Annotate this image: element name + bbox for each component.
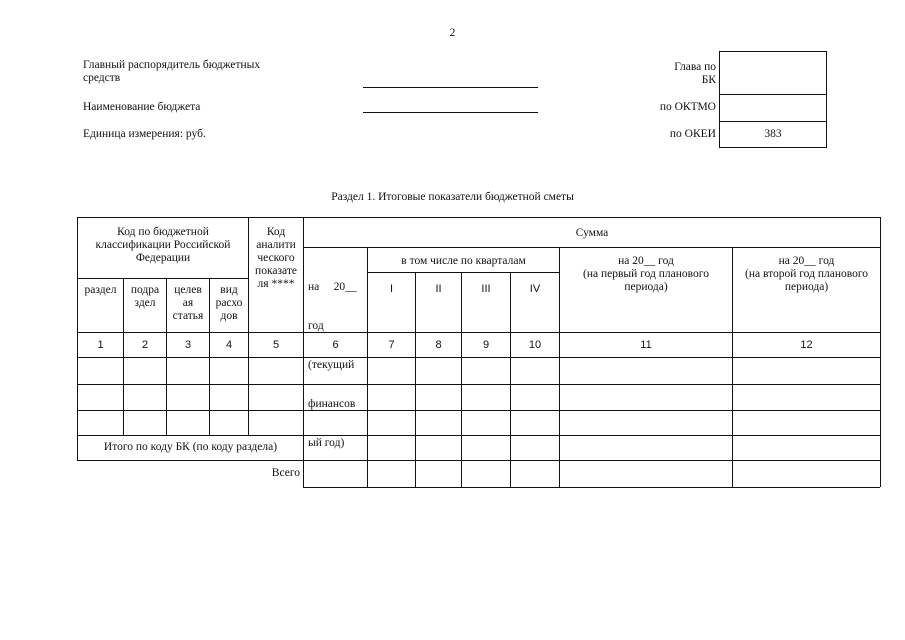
analytic-header-line: ческого — [257, 252, 295, 264]
col-number: 12 — [800, 339, 813, 351]
okei-label: по ОКЕИ — [669, 128, 716, 140]
current-year-line: ый год) — [308, 437, 345, 449]
col-number: 11 — [640, 339, 652, 351]
col-number: 9 — [482, 339, 490, 351]
target-article-line: статья — [172, 310, 204, 322]
plan2-line: на 20__ год — [778, 255, 835, 267]
okei-value[interactable]: 383 — [764, 128, 782, 140]
razdel-header — [78, 284, 123, 297]
codes-box-divider-1 — [719, 94, 827, 95]
header-bottom-border — [77, 332, 880, 333]
current-year-line: на 20__ — [308, 281, 357, 293]
analytic-header-line: показате — [255, 265, 297, 277]
distributor-fill-line[interactable] — [363, 87, 538, 88]
target-article-line: целев — [174, 284, 202, 296]
quarter-4-header: IV — [529, 283, 541, 295]
grand-total-label: Всего — [271, 467, 300, 479]
total-row-bottom — [77, 460, 880, 461]
plan1-line: периода) — [624, 281, 668, 293]
analytic-header-line: ля **** — [257, 278, 295, 290]
glava-bk-label-line1: Глава по — [674, 61, 716, 73]
row-3-bottom — [77, 435, 880, 436]
plan-year-1-header — [560, 255, 732, 294]
row-1-bottom — [77, 384, 880, 385]
current-year-line: финансов — [308, 398, 356, 410]
col-number: 2 — [141, 339, 149, 351]
expense-type-header — [210, 284, 248, 323]
col-border-12 — [880, 217, 881, 487]
podrazdel-line: подра — [130, 284, 160, 296]
row-2-bottom — [77, 410, 880, 411]
glava-bk-label — [640, 61, 716, 87]
budget-name-label: Наименование бюджета — [83, 101, 201, 113]
quarters-subheader-border — [367, 272, 559, 273]
expense-type-line: дов — [220, 310, 238, 322]
col-number: 4 — [225, 339, 233, 351]
current-year-line: (текущий — [308, 359, 355, 371]
podrazdel-header — [124, 284, 166, 310]
plan1-line: (на первый год планового — [583, 268, 709, 280]
glava-bk-label-line2: БК — [701, 74, 716, 86]
quarter-2-header: II — [435, 283, 442, 295]
unit-label: Единица измерения: руб. — [83, 128, 206, 140]
page-number: 2 — [449, 27, 456, 39]
analytic-header-line: аналити — [256, 239, 296, 251]
analytic-code-header — [249, 226, 303, 291]
quarter-1-header: I — [389, 283, 394, 295]
kbk-subheader-border — [77, 278, 248, 279]
col-number: 3 — [184, 339, 192, 351]
codes-box-divider-2 — [719, 121, 827, 122]
plan2-line: периода) — [784, 281, 829, 293]
plan1-line: на 20__ год — [618, 255, 674, 267]
podrazdel-line: здел — [134, 297, 156, 309]
col-number: 1 — [97, 339, 104, 351]
plan2-line: (на второй год планового — [744, 268, 869, 280]
oktmo-label: по ОКТМО — [659, 101, 716, 113]
kbk-group-header — [78, 226, 248, 265]
analytic-header-line: Код — [266, 226, 286, 238]
col-number: 7 — [388, 339, 395, 351]
total-by-code-label: Итого по коду БК (по коду раздела) — [103, 441, 278, 453]
quarter-3-header: III — [481, 283, 491, 295]
sum-header: Сумма — [575, 227, 609, 239]
sum-subheader-border — [303, 247, 880, 248]
col-number: 6 — [332, 339, 339, 351]
kbk-header-line: классификации Российской — [95, 239, 231, 251]
col-border-8 — [461, 272, 462, 487]
budget-name-fill-line[interactable] — [363, 112, 538, 113]
current-year-line: год — [308, 320, 324, 332]
kbk-header-line: Федерации — [135, 252, 191, 264]
expense-type-line: расхо — [215, 297, 243, 309]
section-title: Раздел 1. Итоговые показатели бюджетной сметы — [331, 191, 574, 203]
col-number: 5 — [272, 339, 280, 351]
col-border-5 — [303, 217, 304, 487]
target-article-line: ая — [182, 297, 194, 309]
grand-total-bottom — [303, 487, 880, 488]
distributor-label-line1: Главный распорядитель бюджетных — [83, 59, 261, 71]
numbers-row-bottom — [77, 357, 880, 358]
expense-type-line: вид — [220, 284, 238, 296]
plan-year-2-header — [733, 255, 880, 294]
distributor-label-line2: средств — [83, 72, 121, 84]
col-border-9 — [510, 272, 511, 487]
razdel-line: раздел — [84, 284, 117, 296]
kbk-header-line: Код по бюджетной — [117, 226, 209, 238]
col-border-7 — [415, 272, 416, 487]
col-number: 10 — [528, 339, 542, 351]
table-top-border — [77, 217, 880, 218]
col-number: 8 — [435, 339, 442, 351]
current-year-header — [308, 255, 366, 476]
quarters-header: в том числе по кварталам — [401, 255, 526, 267]
distributor-label — [83, 59, 313, 85]
target-article-header — [167, 284, 209, 323]
